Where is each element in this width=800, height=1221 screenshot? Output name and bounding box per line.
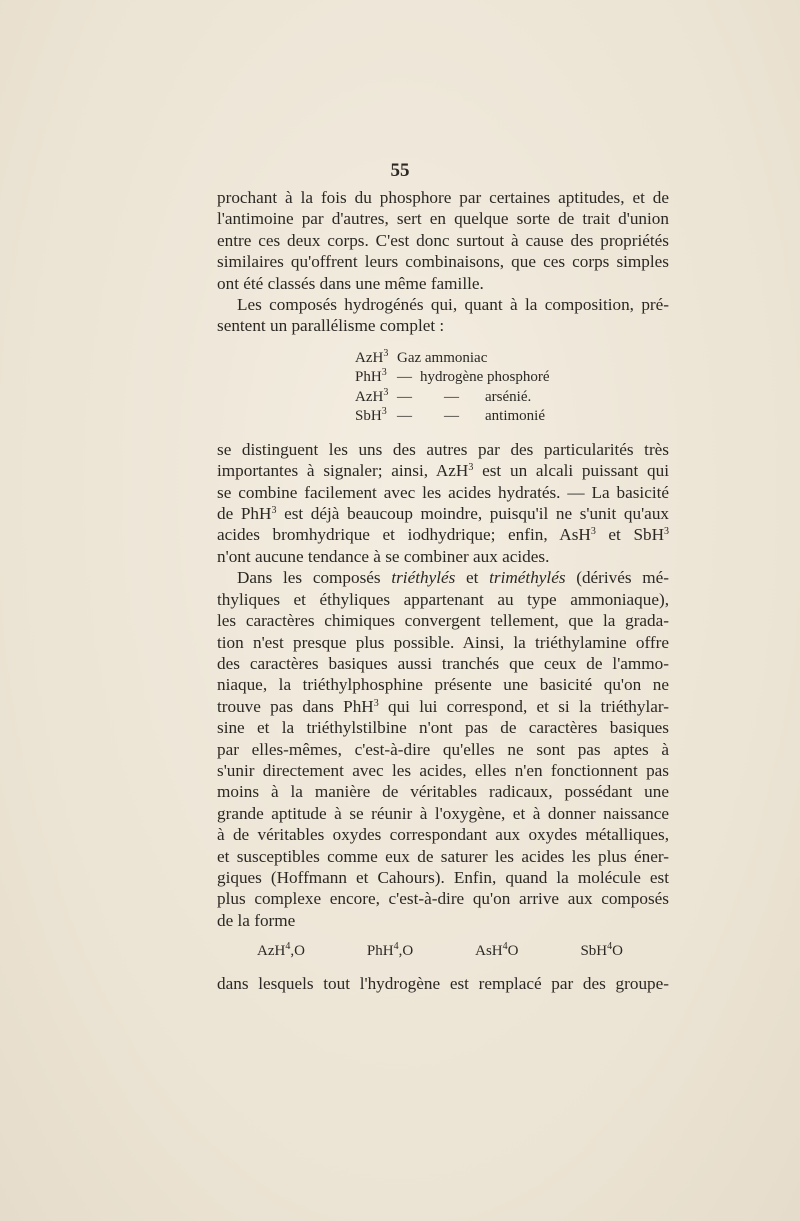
text-line: plus complexe encore, c'est-à-dire qu'on arrive aux composés: [217, 889, 669, 909]
text-line: similaires qu'offrent leurs combinaisons, que ces corps simples: [217, 252, 669, 272]
text-line: de PhH$^3$ est déjà beaucoup moindre, puisqu'il ne s'unit qu'aux: [217, 504, 670, 524]
paragraph-5: [217, 973, 669, 994]
formula-name: arsénié.: [485, 388, 532, 405]
text-line: importantes à signaler; ainsi, AzH$^3$ est un alcali puissant qui: [217, 461, 669, 481]
text-line: moins à la manière de véritables radicaux, possédant une: [217, 782, 669, 802]
text-line: Dans les composés triéthylés et triméthylés (dérivés mé-: [237, 568, 670, 588]
formula-name: Gaz ammoniac: [397, 349, 488, 366]
formula-row: AzH$^3$ Gaz ammoniac: [355, 349, 669, 369]
text-line: se combine facilement avec les acides hydratés. — La basicité: [217, 482, 669, 502]
text-line: dans lesquels tout l'hydrogène est remplacé par des groupe-: [217, 973, 669, 993]
text-line: ont été classés dans une même famille.: [217, 273, 484, 293]
text-line: sentent un parallélisme complet :: [217, 316, 445, 336]
formula-row: PhH$^3$ — hydrogène phosphoré: [355, 368, 669, 388]
text-line: n'ont aucune tendance à se combiner aux acides.: [217, 546, 550, 566]
text-line: les caractères chimiques convergent tellement, que la grada-: [217, 611, 669, 631]
text-line: giques (Hoffmann et Cahours). Enfin, quand la molécule est: [217, 867, 669, 887]
text-line: à de véritables oxydes correspondant aux oxydes métalliques,: [217, 825, 669, 845]
hydride-formula-list: [355, 349, 669, 427]
text-line: trouve pas dans PhH$^3$ qui lui correspond, et si la triéthylar-: [217, 696, 669, 716]
paragraph-3: [217, 439, 669, 567]
formula-row: AzH$^3$ — — arsénié.: [355, 388, 669, 408]
body-text: [217, 187, 669, 994]
text-line: tion n'est presque plus possible. Ainsi, la triéthylamine offre: [217, 632, 669, 652]
text-line: prochant à la fois du phosphore par certaines aptitudes, et de: [217, 188, 669, 207]
paragraph-4: [217, 567, 669, 931]
oxide-formula-row: [257, 941, 623, 962]
page-number: 55: [390, 160, 410, 181]
text-line: et susceptibles comme eux de saturer les acides les plus éner-: [217, 846, 669, 866]
text-line: sine et la triéthylstilbine n'ont pas de caractères basiques: [217, 718, 669, 738]
formula-name: antimonié: [485, 408, 545, 425]
formula: AsH$^4$O: [475, 941, 519, 960]
formula: SbH$^4$O: [580, 941, 623, 960]
text-line: niaque, la triéthylphosphine présente une basicité qu'on ne: [217, 675, 669, 695]
text-line: acides bromhydrique et iodhydrique; enfin, AsH$^3$ et SbH$^3$: [217, 525, 670, 545]
text-line: de la forme: [217, 910, 296, 930]
formula: PhH$^4$,O: [366, 941, 414, 960]
text-line: Les composés hydrogénés qui, quant à la composition, pré-: [237, 295, 669, 315]
text-line: s'unir directement avec les acides, elles n'en fonctionnent pas: [217, 760, 669, 780]
formula-row: SbH$^3$ — — antimonié: [355, 407, 669, 427]
text-line: entre ces deux corps. C'est donc surtout à cause des propriétés: [217, 230, 669, 250]
text-line: se distinguent les uns des autres par des particularités très: [217, 439, 669, 459]
text-line: par elles-mêmes, c'est-à-dire qu'elles ne sont pas aptes à: [217, 739, 669, 759]
text-line: grande aptitude à se réunir à l'oxygène, et à donner naissance: [217, 803, 669, 823]
text-line: thyliques et éthyliques appartenant au type ammoniaque),: [217, 589, 669, 609]
text-line: des caractères basiques aussi tranchés que ceux de l'ammo-: [217, 653, 669, 673]
formula: AzH$^4$,O: [257, 941, 305, 960]
paragraph-1: [217, 187, 669, 294]
formula-name: hydrogène phosphoré: [420, 369, 550, 386]
paragraph-2: [217, 294, 669, 337]
text-line: l'antimoine par d'autres, sert en quelque sorte de trait d'union: [217, 209, 669, 229]
